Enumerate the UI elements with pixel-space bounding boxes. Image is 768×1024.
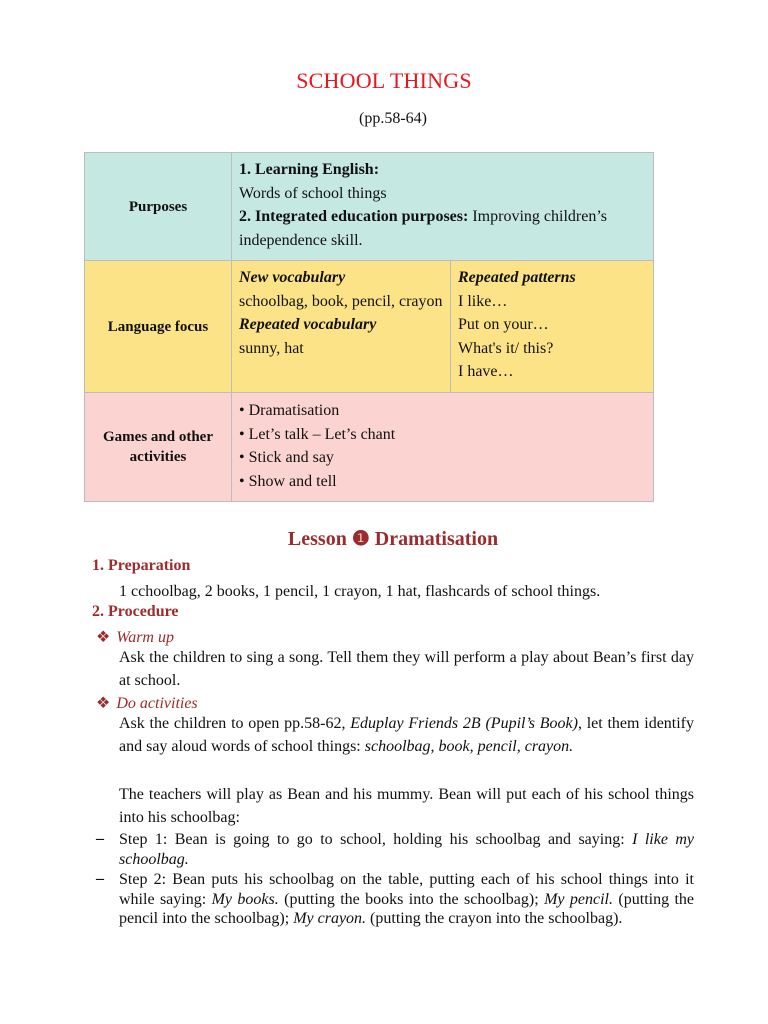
- warm-up-label: Warm up: [116, 629, 174, 646]
- purpose-1-text: Words of school things: [239, 184, 387, 202]
- step-2-part: (putting the books into the schoolbag);: [278, 890, 545, 908]
- step-1-text: [119, 830, 694, 869]
- dash-bullet-icon: –: [96, 870, 104, 887]
- lesson-overview-table: [84, 152, 654, 502]
- language-focus-label: Language focus: [85, 261, 232, 393]
- procedure-heading: 2. Procedure: [92, 603, 179, 620]
- activities-text-part: , let them identify and say aloud words of school things:: [119, 715, 695, 755]
- activity-item: • Let’s talk – Let’s chant: [239, 425, 396, 443]
- warm-up-text: Ask the children to sing a song. Tell them they will perform a play about Bean’s first day at school.: [119, 649, 694, 689]
- do-activities-text: [119, 712, 694, 758]
- page-range: (pp.58-64): [359, 110, 427, 127]
- games-label: Games and other activities: [85, 393, 232, 502]
- vocabulary-cell: [232, 261, 451, 393]
- repeated-vocabulary-heading: Repeated vocabulary: [239, 316, 377, 333]
- new-vocabulary-list: schoolbag, book, pencil, crayon: [239, 292, 443, 310]
- preparation-text: 1 cchoolbag, 2 books, 1 pencil, 1 crayon, 1 hat, flashcards of school things.: [119, 583, 601, 600]
- pattern-item: I have…: [458, 363, 514, 380]
- patterns-cell: [451, 261, 654, 393]
- school-things-words: schoolbag, book, pencil, crayon.: [364, 738, 574, 755]
- do-activities-heading: [96, 693, 198, 713]
- purpose-2: [239, 205, 645, 252]
- do-activities-label: Do activities: [116, 695, 198, 712]
- lesson-title: Lesson ❶ Dramatisation: [287, 528, 499, 550]
- repeated-patterns-heading: Repeated patterns: [458, 269, 576, 286]
- purpose-2-text: Improving children’s independence skill.: [239, 208, 607, 249]
- dash-bullet-icon: –: [96, 830, 104, 847]
- activity-item: • Dramatisation: [239, 402, 340, 419]
- games-row: [85, 393, 654, 502]
- step-1-part: Step 1: Bean is going to go to school, holding his schoolbag and saying:: [119, 831, 633, 848]
- step-2-part: Step 2: Bean puts his schoolbag on the table, putting each of his school things into it while saying:: [119, 871, 694, 908]
- pattern-item: I like…: [458, 292, 508, 310]
- step-2-text: [119, 870, 694, 929]
- step-2-quote: My crayon.: [293, 910, 367, 927]
- teachers-text: The teachers will play as Bean and his mummy. Bean will put each of his school things into his schoolbag:: [119, 786, 694, 826]
- purposes-label: Purposes: [85, 153, 232, 261]
- diamond-bullet-icon: ❖: [96, 629, 111, 646]
- pattern-item: Put on your…: [458, 316, 549, 333]
- step-2-quote: My books.: [211, 890, 279, 908]
- step-2-part: (putting the pencil into the schoolbag);: [119, 890, 695, 927]
- page-title: SCHOOL THINGS: [296, 68, 472, 93]
- activity-item: • Show and tell: [239, 472, 337, 490]
- purpose-2-heading: 2. Integrated education purposes:: [239, 208, 469, 225]
- purposes-content: [232, 153, 654, 261]
- step-2-part: (putting the crayon into the schoolbag).: [366, 910, 623, 927]
- activities-text-part: Ask the children to open pp.58-62,: [119, 715, 351, 732]
- purposes-row: [85, 153, 654, 261]
- step-1-quote: I like my schoolbag.: [119, 831, 694, 868]
- language-focus-row: [85, 261, 654, 393]
- warm-up-heading: [96, 627, 174, 647]
- repeated-vocabulary-list: sunny, hat: [239, 339, 304, 357]
- activity-item: • Stick and say: [239, 449, 334, 466]
- diamond-bullet-icon: ❖: [96, 695, 111, 712]
- book-title: Eduplay Friends 2B (Pupil’s Book): [350, 715, 578, 732]
- step-2-quote: My pencil.: [544, 890, 614, 908]
- pattern-item: What's it/ this?: [458, 339, 554, 357]
- preparation-heading: 1. Preparation: [92, 557, 191, 574]
- purpose-1-heading: 1. Learning English:: [239, 161, 380, 178]
- new-vocabulary-heading: New vocabulary: [239, 269, 346, 286]
- games-content: [232, 393, 654, 502]
